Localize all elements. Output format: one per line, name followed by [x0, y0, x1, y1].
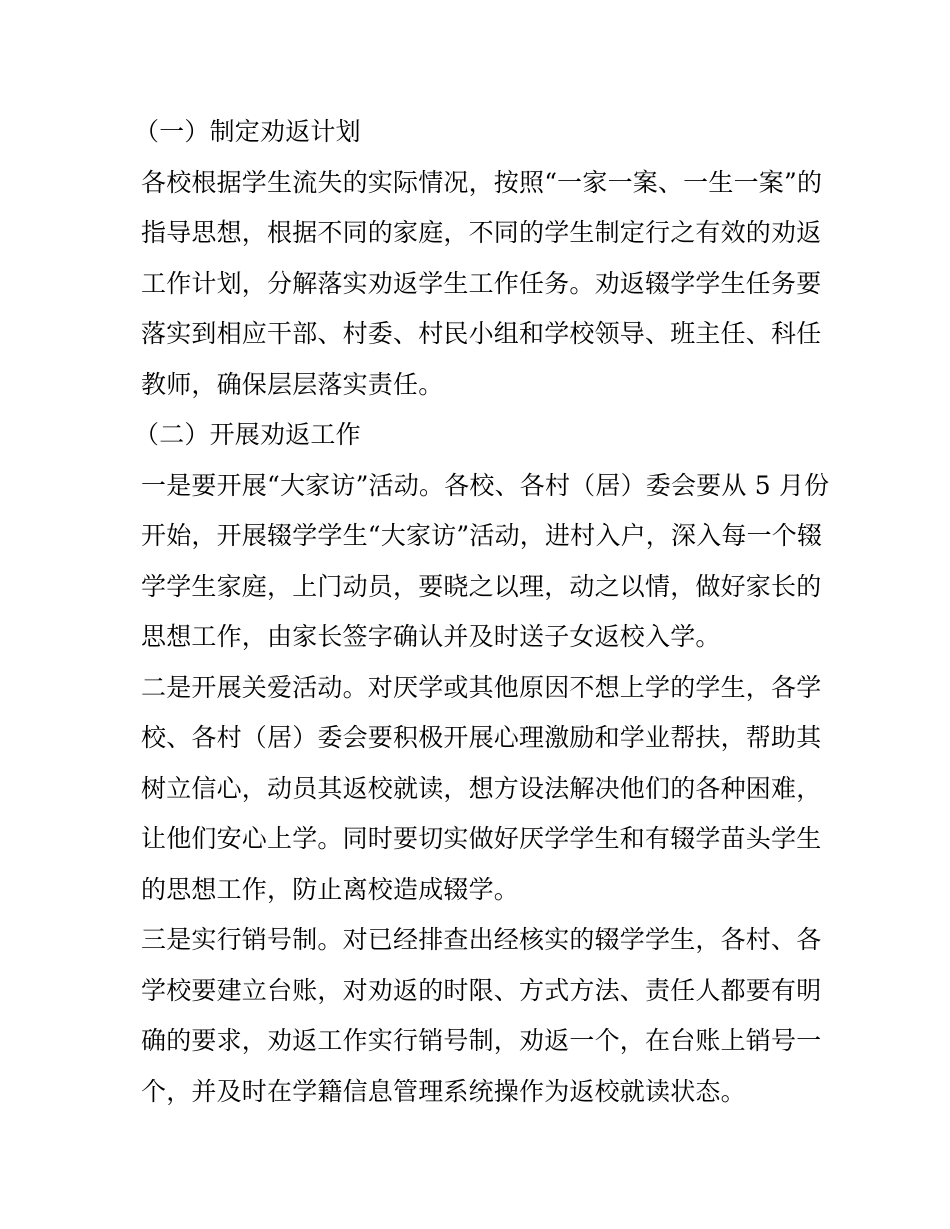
- paragraph-line: 学校要建立台账，对劝返的时限、方式方法、责任人都要有明: [141, 975, 822, 1005]
- paragraph-line: 个，并及时在学籍信息管理系统操作为返校就读状态。: [141, 1076, 746, 1106]
- paragraph-line: 二是开展关爱活动。对厌学或其他原因不想上学的学生，各学: [141, 672, 822, 702]
- paragraph-line: 树立信心，动员其返校就读，想方设法解决他们的各种困难，: [141, 773, 822, 803]
- paragraph-line: 开始，开展辍学学生“大家访”活动，进村入户，深入每一个辍: [141, 521, 823, 550]
- section-heading-2: （二）开展劝返工作: [134, 420, 361, 449]
- paragraph-line: 三是实行销号制。对已经排查出经核实的辍学学生，各村、各: [141, 925, 822, 954]
- paragraph-line: 工作计划，分解落实劝返学生工作任务。劝返辍学学生任务要: [141, 268, 822, 298]
- paragraph-line: 指导思想，根据不同的家庭，不同的学生制定行之有效的劝返: [141, 218, 822, 247]
- paragraph-line: 的思想工作，防止离校造成辍学。: [141, 874, 520, 904]
- section-heading-1: （一）制定劝返计划: [134, 117, 361, 146]
- paragraph-line: 学学生家庭，上门动员，要晓之以理，动之以情，做好家长的: [141, 571, 822, 601]
- paragraph-line: 校、各村（居）委会要积极开展心理激励和学业帮扶，帮助其: [141, 723, 822, 752]
- paragraph-line: 教师，确保层层落实责任。: [141, 369, 444, 399]
- paragraph-line: 一是要开展“大家访”活动。各校、各村（居）委会要从 5 月份: [141, 470, 830, 500]
- document-body: [134, 107, 830, 1117]
- paragraph-line: 落实到相应干部、村委、村民小组和学校领导、班主任、科任: [141, 319, 822, 348]
- paragraph-line: 思想工作，由家长签字确认并及时送子女返校入学。: [141, 622, 721, 651]
- paragraph-line: 让他们安心上学。同时要切实做好厌学学生和有辍学苗头学生: [141, 824, 822, 853]
- paragraph-line: 各校根据学生流失的实际情况，按照“一家一案、一生一案”的: [141, 167, 823, 197]
- paragraph-line: 确的要求，劝返工作实行销号制，劝返一个，在台账上销号一: [141, 1026, 822, 1055]
